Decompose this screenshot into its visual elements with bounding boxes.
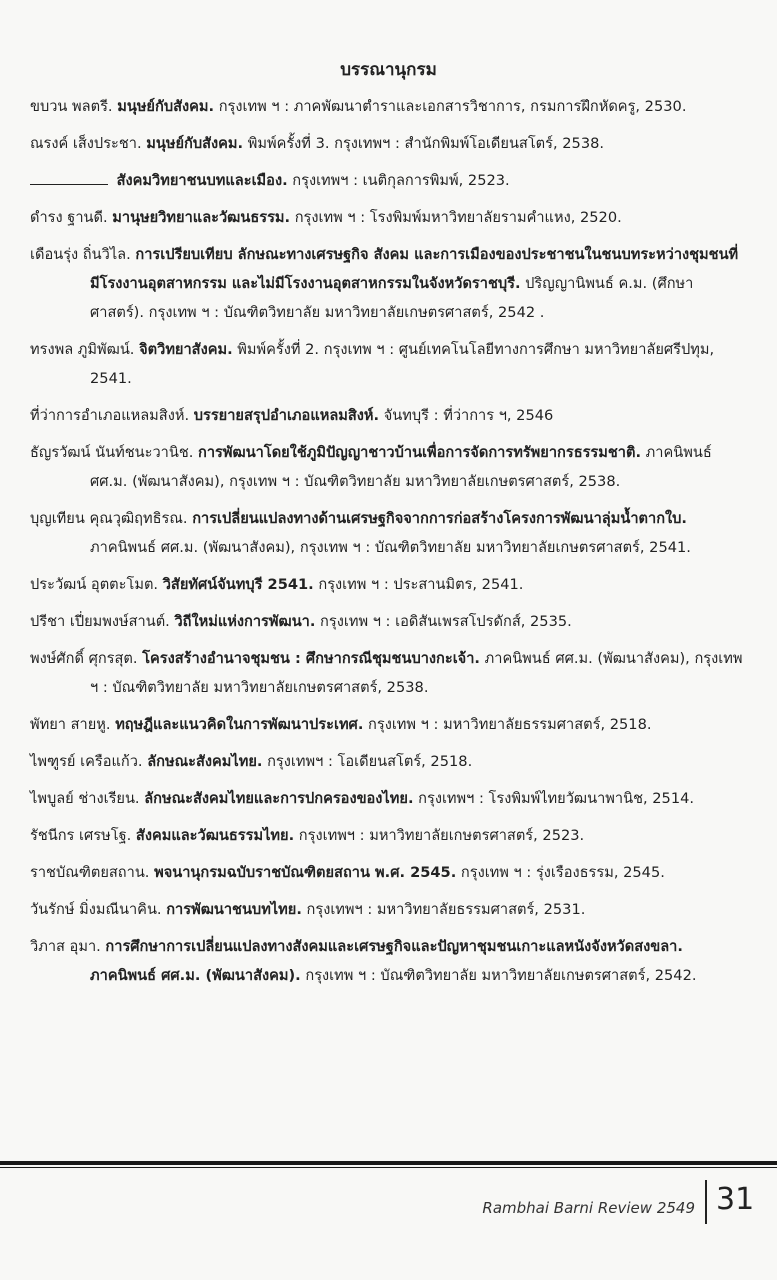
page-footer bbox=[0, 1180, 777, 1230]
entry-author: เดือนรุ่ง ถิ่นวิไล. bbox=[30, 246, 131, 263]
entry-title: ลักษณะสังคมไทย. bbox=[147, 753, 263, 770]
entry-title: พจนานุกรมฉบับราชบัณฑิตยสถาน พ.ศ. 2545. bbox=[154, 864, 457, 881]
footer-rule-thin bbox=[0, 1167, 777, 1168]
entry-author: ดำรง ฐานดี. bbox=[30, 209, 108, 226]
entry-author: ราชบัณฑิตยสถาน. bbox=[30, 864, 150, 881]
entry-author: ทรงพล ภูมิพัฒน์. bbox=[30, 341, 135, 358]
entry-publication: พิมพ์ครั้งที่ 2. กรุงเทพ ฯ : ศูนย์เทคโนโลยีทางการศึกษา มหาวิทยาลัยศรีปทุม, 2541. bbox=[90, 341, 715, 387]
entry-publication: ภาคนิพนธ์ ศศ.ม. (พัฒนาสังคม), กรุงเทพ ฯ : บัณฑิตวิทยาลัย มหาวิทยาลัยเกษตรศาสตร์, 2541. bbox=[90, 539, 691, 556]
bibliography-entry bbox=[30, 335, 745, 393]
entry-publication: กรุงเทพฯ : มหาวิทยาลัยเกษตรศาสตร์, 2523. bbox=[298, 827, 585, 844]
footer-divider bbox=[705, 1180, 707, 1224]
entry-title: การพัฒนาชนบทไทย. bbox=[166, 901, 302, 918]
entry-author: ประวัฒน์ อุตตะโมต. bbox=[30, 576, 159, 593]
entry-publication: พิมพ์ครั้งที่ 3. กรุงเทพฯ : สำนักพิมพ์โอเดียนสโตร์, 2538. bbox=[247, 135, 605, 152]
entry-author: ธัญรวัฒน์ นันท์ชนะวานิช. bbox=[30, 444, 194, 461]
entry-author: บุญเทียน คุณวุฒิฤทธิรณ. bbox=[30, 510, 188, 527]
entry-publication: กรุงเทพฯ : โอเดียนสโตร์, 2518. bbox=[267, 753, 473, 770]
page-number: 31 bbox=[716, 1182, 755, 1217]
ditto-underline bbox=[30, 170, 108, 185]
entry-publication: กรุงเทพฯ : มหาวิทยาลัยธรรมศาสตร์, 2531. bbox=[306, 901, 586, 918]
bibliography-entry bbox=[30, 240, 745, 327]
bibliography-entry bbox=[30, 644, 745, 702]
entry-author: ไพบูลย์ ช่างเรียน. bbox=[30, 790, 140, 807]
entry-publication: ภาคนิพนธ์ ศศ.ม. (พัฒนาสังคม), กรุงเทพ ฯ : บัณฑิตวิทยาลัย มหาวิทยาลัยเกษตรศาสตร์, 2538. bbox=[90, 444, 712, 490]
entry-title: โครงสร้างอำนาจชุมชน : ศึกษากรณีชุมชนบางกะเจ้า. bbox=[142, 650, 480, 667]
entry-publication: กรุงเทพ ฯ : รุ่งเรืองธรรม, 2545. bbox=[460, 864, 665, 881]
entry-title: การพัฒนาโดยใช้ภูมิปัญญาชาวบ้านเพื่อการจัดการทรัพยากรธรรมชาติ. bbox=[198, 444, 642, 461]
entry-publication: กรุงเทพฯ : เนติกุลการพิมพ์, 2523. bbox=[292, 172, 510, 189]
entry-author: รัชนีกร เศรษโฐ. bbox=[30, 827, 132, 844]
bibliography-entry bbox=[30, 607, 745, 636]
bibliography-entry bbox=[30, 784, 745, 813]
entry-title: สังคมและวัฒนธรรมไทย. bbox=[135, 827, 295, 844]
entry-publication: กรุงเทพฯ : โรงพิมพ์ไทยวัฒนาพานิช, 2514. bbox=[418, 790, 695, 807]
entry-publication: จันทบุรี : ที่ว่าการ ฯ, 2546 bbox=[383, 407, 554, 424]
page-title: บรรณานุกรม bbox=[340, 60, 437, 80]
entry-title: วิถีใหม่แห่งการพัฒนา. bbox=[174, 613, 316, 630]
entry-author: วันรักษ์ มิ่งมณีนาคิน. bbox=[30, 901, 162, 918]
entry-author: ขบวน พลตรี. bbox=[30, 98, 113, 115]
entry-author: ไพฑูรย์ เครือแก้ว. bbox=[30, 753, 143, 770]
entry-title: การเปรียบเทียบ ลักษณะทางเศรษฐกิจ สังคม และการเมืองของประชาชนในชนบทระหว่างชุมชนที่มีโรงงานอุตสาหกรรม และไม่มีโรงงานอุตสาหกรรมในจังหวัดราชบุรี. bbox=[90, 246, 739, 292]
entry-publication: กรุงเทพ ฯ : เอดิสันเพรสโปรดักส์, 2535. bbox=[320, 613, 572, 630]
bibliography-entry bbox=[30, 401, 745, 430]
bibliography-entry bbox=[30, 932, 745, 990]
entry-title: จิตวิทยาสังคม. bbox=[139, 341, 233, 358]
bibliography-entry bbox=[30, 570, 745, 599]
entry-title: มนุษย์กับสังคม. bbox=[146, 135, 244, 152]
bibliography-entry bbox=[30, 710, 745, 739]
entry-title: ลักษณะสังคมไทยและการปกครองของไทย. bbox=[144, 790, 414, 807]
entry-title: วิสัยทัศน์จันทบุรี 2541. bbox=[162, 576, 314, 593]
bibliography-entry bbox=[30, 747, 745, 776]
bibliography-list bbox=[30, 92, 745, 998]
bibliography-entry bbox=[30, 129, 745, 158]
bibliography-entry bbox=[30, 821, 745, 850]
entry-publication: ปริญญานิพนธ์ ค.ม. (ศึกษาศาสตร์). กรุงเทพ ฯ : บัณฑิตวิทยาลัย มหาวิทยาลัยเกษตรศาสตร์, 2542 . bbox=[90, 275, 694, 321]
bibliography-entry bbox=[30, 203, 745, 232]
entry-title: ทฤษฎีและแนวคิดในการพัฒนาประเทศ. bbox=[115, 716, 364, 733]
entry-author: พัทยา สายหู. bbox=[30, 716, 111, 733]
bibliography-entry bbox=[30, 504, 745, 562]
bibliography-entry bbox=[30, 858, 745, 887]
entry-publication: กรุงเทพ ฯ : ประสานมิตร, 2541. bbox=[318, 576, 524, 593]
bibliography-entry bbox=[30, 895, 745, 924]
journal-name: Rambhai Barni Review 2549 bbox=[482, 1199, 695, 1217]
entry-publication: กรุงเทพ ฯ : บัณฑิตวิทยาลัย มหาวิทยาลัยเกษตรศาสตร์, 2542. bbox=[305, 967, 697, 984]
bibliography-entry bbox=[30, 438, 745, 496]
entry-author: ที่ว่าการอำเภอแหลมสิงห์. bbox=[30, 407, 190, 424]
entry-publication: กรุงเทพ ฯ : มหาวิทยาลัยธรรมศาสตร์, 2518. bbox=[368, 716, 652, 733]
entry-author: พงษ์ศักดิ์ ศุกรสุต. bbox=[30, 650, 138, 667]
entry-title: การเปลี่ยนแปลงทางด้านเศรษฐกิจจากการก่อสร้างโครงการพัฒนาลุ่มน้ำตากใบ. bbox=[192, 510, 687, 527]
entry-publication: ภาคนิพนธ์ ศศ.ม. (พัฒนาสังคม), กรุงเทพ ฯ : บัณฑิตวิทยาลัย มหาวิทยาลัยเกษตรศาสตร์, 2538. bbox=[90, 650, 743, 696]
entry-author: ณรงค์ เส็งประชา. bbox=[30, 135, 142, 152]
entry-title: มานุษยวิทยาและวัฒนธรรม. bbox=[112, 209, 291, 226]
footer-rule bbox=[0, 1161, 777, 1165]
bibliography-entry bbox=[30, 166, 745, 195]
entry-publication: กรุงเทพ ฯ : ภาคพัฒนาตำราและเอกสารวิชาการ, กรมการฝึกหัดครู, 2530. bbox=[218, 98, 687, 115]
entry-publication: กรุงเทพ ฯ : โรงพิมพ์มหาวิทยาลัยรามคำแหง, 2520. bbox=[294, 209, 622, 226]
entry-author: ปรีชา เปี่ยมพงษ์สานต์. bbox=[30, 613, 170, 630]
entry-title: บรรยายสรุปอำเภอแหลมสิงห์. bbox=[193, 407, 380, 424]
entry-author: วิภาส อุมา. bbox=[30, 938, 101, 955]
entry-title: สังคมวิทยาชนบทและเมือง. bbox=[116, 172, 288, 189]
entry-title: มนุษย์กับสังคม. bbox=[117, 98, 215, 115]
bibliography-entry bbox=[30, 92, 745, 121]
entry-title: การศึกษาการเปลี่ยนแปลงทางสังคมและเศรษฐกิจและปัญหาชุมชนเกาะแลหนังจังหวัดสงขลา. ภาคนิพนธ์ ศศ.ม. (พัฒนาสังคม). bbox=[90, 938, 683, 984]
